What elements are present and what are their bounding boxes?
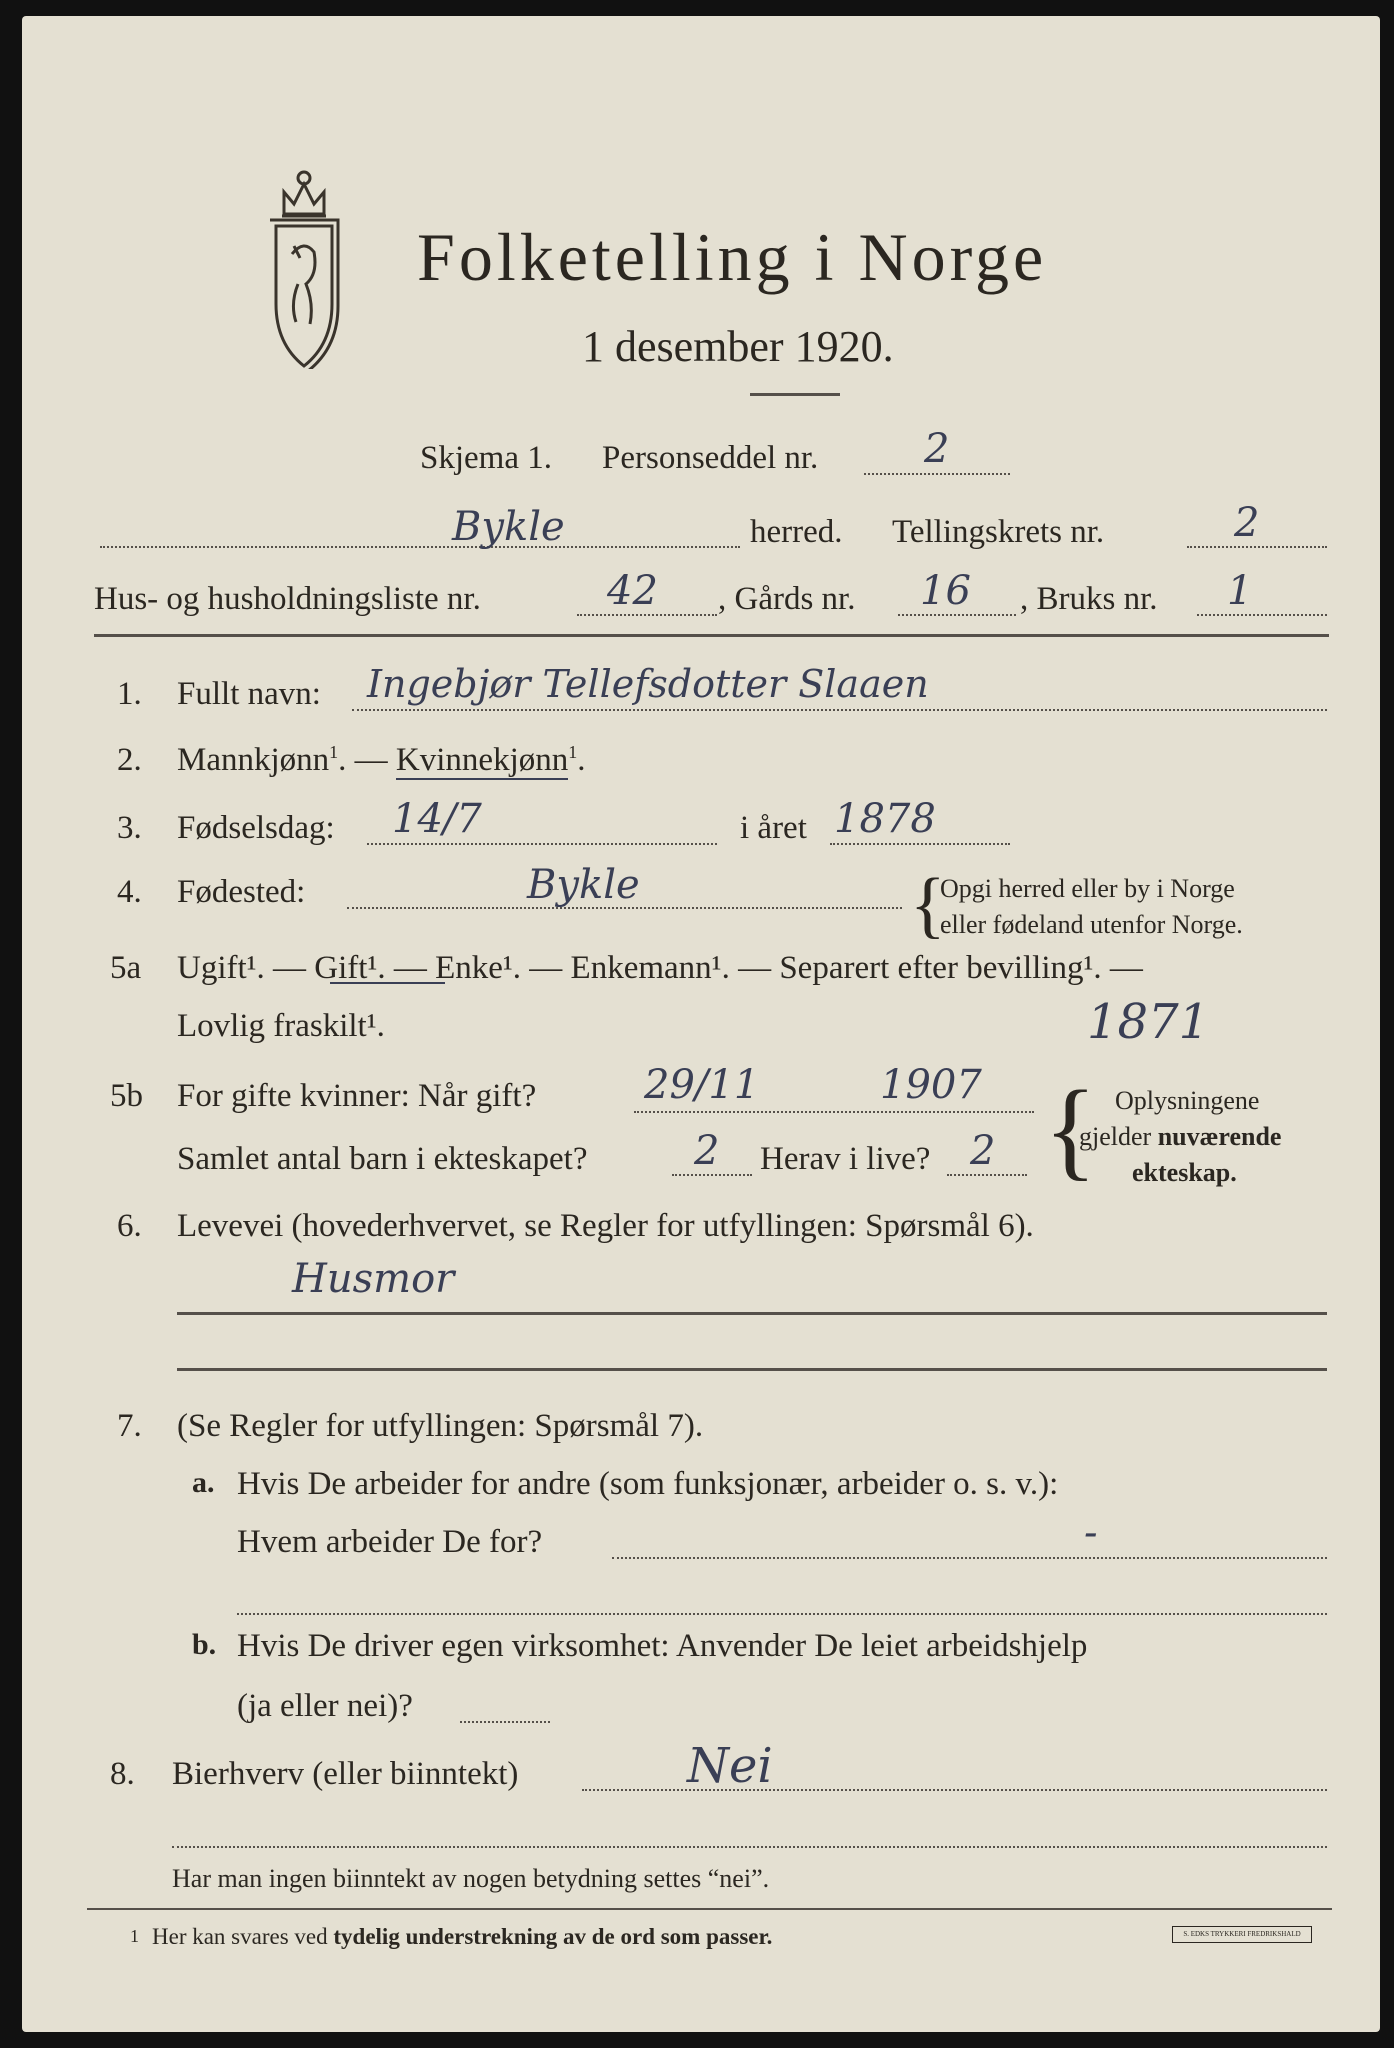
hus-label: Hus- og husholdningsliste nr. bbox=[94, 581, 481, 617]
q7b-letter: b. bbox=[192, 1628, 217, 1661]
marriage-year-value: 1907 bbox=[880, 1062, 982, 1108]
birthplace-value: Bykle bbox=[527, 862, 640, 908]
q7-number: 7. bbox=[117, 1408, 142, 1444]
norway-coat-of-arms-icon bbox=[254, 154, 354, 369]
q7b-question: (ja eller nei)? bbox=[237, 1688, 413, 1724]
q4-note-1: Opgi herred eller by i Norge bbox=[940, 874, 1235, 903]
census-date: 1 desember 1920. bbox=[582, 322, 894, 371]
q1-label: Fullt navn: bbox=[177, 676, 321, 712]
q3-line bbox=[367, 843, 717, 845]
q5b-alive-label: Herav i live? bbox=[760, 1141, 931, 1177]
gards-label: , Gårds nr. bbox=[718, 581, 856, 617]
q7-label: (Se Regler for utfyllingen: Spørsmål 7). bbox=[177, 1408, 704, 1444]
gards-line bbox=[898, 614, 1016, 616]
q5b-note-2 bbox=[1079, 1122, 1281, 1152]
q5a-annotation: 1871 bbox=[1087, 994, 1210, 1050]
personseddel-label: Personseddel nr. bbox=[602, 440, 819, 476]
q5b-date-line bbox=[634, 1111, 1034, 1113]
q7b-line bbox=[460, 1721, 550, 1723]
q4-brace: { bbox=[910, 864, 946, 946]
q3-label: Fødselsdag: bbox=[177, 810, 335, 846]
q5a-number: 5a bbox=[110, 950, 142, 986]
q7a-letter: a. bbox=[192, 1466, 215, 1499]
q2-number: 2. bbox=[117, 742, 142, 778]
census-form bbox=[22, 16, 1380, 2032]
tellingskrets-label: Tellingskrets nr. bbox=[892, 514, 1105, 550]
marriage-date-value: 29/11 bbox=[644, 1062, 760, 1108]
q2-end: . bbox=[577, 742, 586, 778]
bruks-value: 1 bbox=[1227, 568, 1253, 614]
divorced-option: Lovlig fraskilt¹. bbox=[177, 1008, 385, 1044]
q5b-note-3: ekteskap. bbox=[1132, 1158, 1237, 1187]
q5b-children-label: Samlet antal barn i ekteskapet? bbox=[177, 1141, 588, 1177]
tellingskrets-value: 2 bbox=[1234, 500, 1260, 546]
q5b-note-2a: gjelder bbox=[1079, 1122, 1158, 1151]
q3-year-label: i året bbox=[740, 810, 807, 846]
q7b-text: Hvis De driver egen virksomhet: Anvender De leiet arbeidshjelp bbox=[237, 1628, 1088, 1664]
q5b-brace: { bbox=[1044, 1068, 1097, 1190]
q6-label: Levevei (hovederhvervet, se Regler for utfyllingen: Spørsmål 6). bbox=[177, 1208, 1034, 1244]
q5b-alive-line bbox=[947, 1174, 1027, 1176]
q5b-children-line bbox=[672, 1174, 752, 1176]
q3-year-line bbox=[830, 843, 1010, 845]
q8-number: 8. bbox=[110, 1756, 135, 1792]
herred-line bbox=[100, 546, 740, 548]
q6-line-2 bbox=[177, 1368, 1327, 1371]
bruks-line bbox=[1197, 614, 1327, 616]
married-underline bbox=[330, 982, 445, 984]
q1-number: 1. bbox=[117, 676, 142, 712]
herred-value: Bykle bbox=[452, 504, 565, 550]
footnote-number: 1 bbox=[130, 1926, 139, 1946]
q6-number: 6. bbox=[117, 1208, 142, 1244]
q4-label: Fødested: bbox=[177, 874, 306, 910]
footnote-text bbox=[152, 1924, 772, 1950]
q8-label: Bierhverv (eller biinntekt) bbox=[172, 1756, 519, 1792]
q8-line-2 bbox=[172, 1846, 1327, 1848]
q2-sex-options: Mannkjønn$^1$. — Kvinnekjønn$^1$. bbox=[177, 742, 586, 778]
children-alive-value: 2 bbox=[970, 1128, 996, 1174]
no-income-note: Har man ingen biinntekt av nogen betydning settes “nei”. bbox=[172, 1864, 770, 1893]
q5b-note-2b: nuværende bbox=[1157, 1122, 1282, 1151]
q4-note-2: eller fødeland utenfor Norge. bbox=[940, 910, 1243, 939]
personseddel-value: 2 bbox=[924, 426, 950, 472]
q7a-text: Hvis De arbeider for andre (som funksjonær, arbeider o. s. v.): bbox=[237, 1466, 1059, 1502]
section-divider bbox=[94, 634, 1329, 637]
q5b-note-1: Oplysningene bbox=[1115, 1086, 1260, 1115]
personseddel-line bbox=[864, 473, 1010, 475]
q5b-number: 5b bbox=[110, 1078, 143, 1114]
q4-number: 4. bbox=[117, 874, 142, 910]
q5b-married-label: For gifte kvinner: Når gift? bbox=[177, 1078, 537, 1114]
occupation-value: Husmor bbox=[292, 1256, 455, 1302]
birth-year-value: 1878 bbox=[834, 796, 936, 842]
herred-label: herred. bbox=[750, 514, 843, 550]
gards-value: 16 bbox=[920, 568, 971, 614]
male-option: Mannkjønn bbox=[177, 742, 330, 778]
q7a-line bbox=[612, 1557, 1327, 1559]
tellingskrets-line bbox=[1187, 546, 1327, 548]
marital-status-options: Ugift¹. — Gift¹. — Enke¹. — Enkemann¹. — Separert efter bevilling¹. — bbox=[177, 950, 1143, 986]
form-title: Folketelling i Norge bbox=[417, 219, 1048, 295]
employer-value: - bbox=[1084, 1510, 1098, 1556]
q1-line bbox=[352, 709, 1327, 711]
q7a-question: Hvem arbeider De for? bbox=[237, 1524, 543, 1560]
female-option: Kvinnekjønn bbox=[395, 742, 569, 778]
q7a-line-2 bbox=[237, 1613, 1327, 1615]
schema-label: Skjema 1. bbox=[420, 440, 552, 476]
birth-date-value: 14/7 bbox=[392, 796, 482, 842]
side-income-value: Nei bbox=[687, 1738, 773, 1794]
footnote-text-b: tydelig understrekning av de ord som passer. bbox=[333, 1924, 773, 1949]
printer-stamp: S. EDKS TRYKKERI FREDRIKSHALD bbox=[1172, 1926, 1312, 1943]
title-divider bbox=[750, 393, 840, 396]
q2-separator: . — bbox=[338, 742, 388, 778]
hus-line bbox=[577, 614, 717, 616]
hus-value: 42 bbox=[607, 568, 658, 614]
bruks-label: , Bruks nr. bbox=[1020, 581, 1158, 617]
q3-number: 3. bbox=[117, 810, 142, 846]
footnote-text-a: Her kan svares ved bbox=[152, 1924, 334, 1949]
full-name-value: Ingebjør Tellefsdotter Slaaen bbox=[367, 662, 929, 706]
children-value: 2 bbox=[694, 1128, 720, 1174]
footnote-divider bbox=[87, 1908, 1332, 1910]
q6-line-1 bbox=[177, 1312, 1327, 1315]
